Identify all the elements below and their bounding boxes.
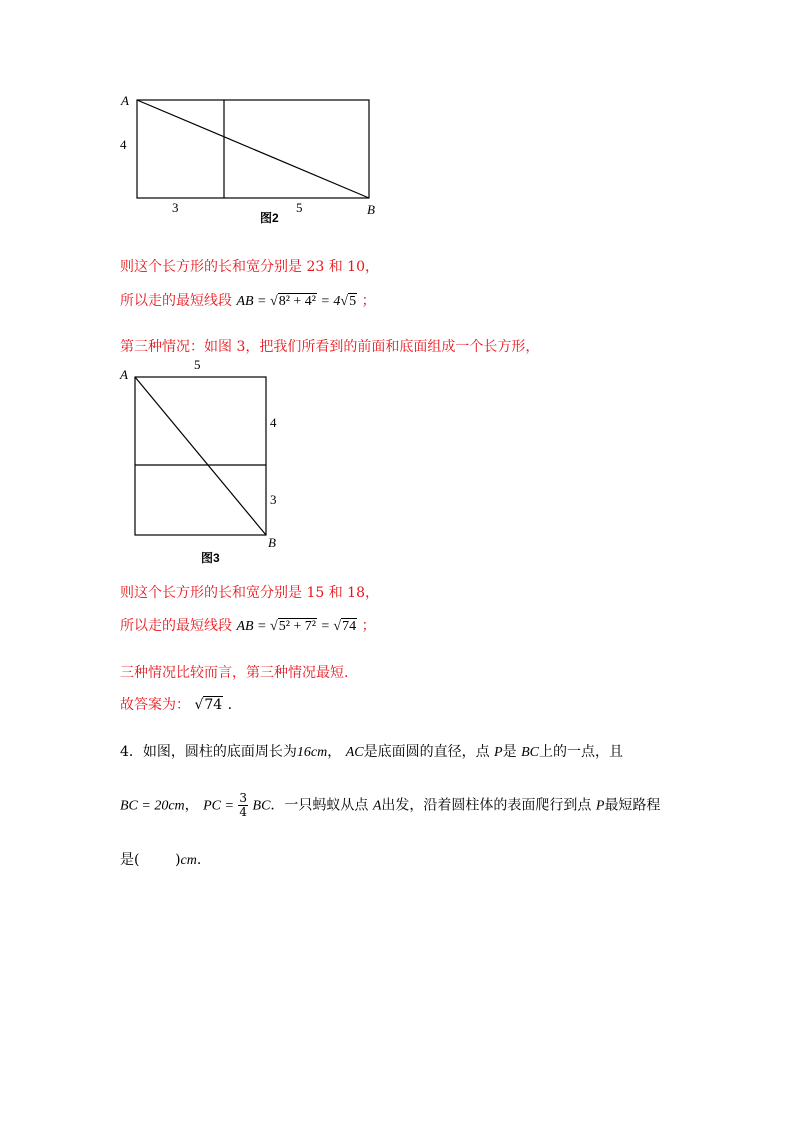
case2-line2 [120, 290, 376, 310]
problem4-line2 [120, 792, 660, 819]
figure-3-caption: 图3 [201, 551, 220, 565]
figure-2 [112, 88, 392, 233]
problem4-l2-bc: BC [252, 798, 271, 814]
problem4-l1-m2: AC [345, 745, 364, 760]
answer-value: 74 [204, 697, 223, 713]
answer-formula: √74 [194, 697, 223, 713]
problem4-l2-a: ， [184, 797, 199, 814]
problem4-l2-m2: A [372, 798, 382, 814]
figure-2-label-b: B [367, 202, 375, 217]
problem4-l2-c: 出发，沿着圆柱体的表面爬行到点 [381, 797, 592, 814]
figure-3-label-upper: 4 [270, 415, 277, 430]
figure-2-caption: 图2 [260, 211, 279, 225]
case3-line2-prefix: 所以走的最短线段 [120, 618, 232, 634]
case2-formula: AB = √8² + 4² = 4√5 [236, 294, 357, 309]
problem4-fraction [238, 792, 248, 819]
figure-3-label-b: B [268, 535, 276, 550]
conclusion-line1: 三种情况比较而言，第三种情况最短. [120, 665, 349, 681]
problem4-l3-m1: cm [180, 853, 197, 868]
problem4-l2-d: 最短路程 [604, 797, 661, 814]
figure-3-label-top: 5 [194, 357, 201, 372]
problem4-l1-b: ， [327, 744, 342, 760]
case2-line2-suffix: ； [361, 293, 376, 309]
figure-3 [112, 355, 292, 570]
case3-formula: AB = √5² + 7² = √74 [236, 619, 357, 634]
case2-line2-prefix: 所以走的最短线段 [120, 293, 232, 309]
figure-2-label-left: 3 [172, 200, 179, 215]
case3-line2-suffix: ； [361, 618, 376, 634]
figure-3-diagonal-ab [135, 377, 266, 535]
problem4-l1-a: 4．如图，圆柱的底面周长为 [120, 744, 297, 760]
case3-line2 [120, 615, 376, 635]
problem4-line3 [120, 849, 201, 869]
problem4-l2-m3: P [595, 798, 605, 814]
answer-prefix: 故答案为： [120, 697, 190, 713]
case3-intro: 第三种情况：如图 3，把我们所看到的前面和底面组成一个长方形， [120, 339, 540, 355]
fraction-numerator: 3 [239, 791, 248, 805]
problem4-l1-e: 上的一点，且 [538, 744, 623, 760]
problem4-l1-m1: 16cm [296, 745, 328, 760]
figure-2-label-right: 5 [296, 200, 303, 215]
figure-2-label-a: A [121, 93, 129, 108]
fraction-denominator: 4 [239, 805, 248, 819]
problem4-l3-b: . [196, 852, 202, 868]
problem4-l2-pc: PC = [203, 798, 234, 814]
problem4-l1-m3: P [494, 745, 503, 760]
answer-blank: ( ) [134, 852, 181, 868]
problem4-l1-m4: BC [521, 745, 539, 760]
problem4-l1-d: 是 [502, 744, 517, 760]
conclusion-answer [120, 694, 232, 714]
figure-2-label-height: 4 [120, 137, 127, 152]
problem4-l3-a: 是 [120, 852, 134, 868]
figure-3-label-lower: 3 [270, 492, 277, 507]
answer-suffix: . [227, 697, 233, 713]
problem4-l2-b: ．一只蚂蚁从点 [270, 797, 369, 814]
case3-line1: 则这个长方形的长和宽分别是 15 和 18， [120, 585, 379, 601]
case2-line1: 则这个长方形的长和宽分别是 23 和 10， [120, 259, 379, 275]
problem4-line1 [120, 741, 623, 761]
figure-2-diagonal-ab [137, 100, 369, 198]
problem4-l1-c: 是底面圆的直径，点 [363, 744, 490, 760]
problem4-l2-m1: BC = 20cm [120, 798, 185, 814]
figure-3-label-a: A [120, 367, 128, 382]
